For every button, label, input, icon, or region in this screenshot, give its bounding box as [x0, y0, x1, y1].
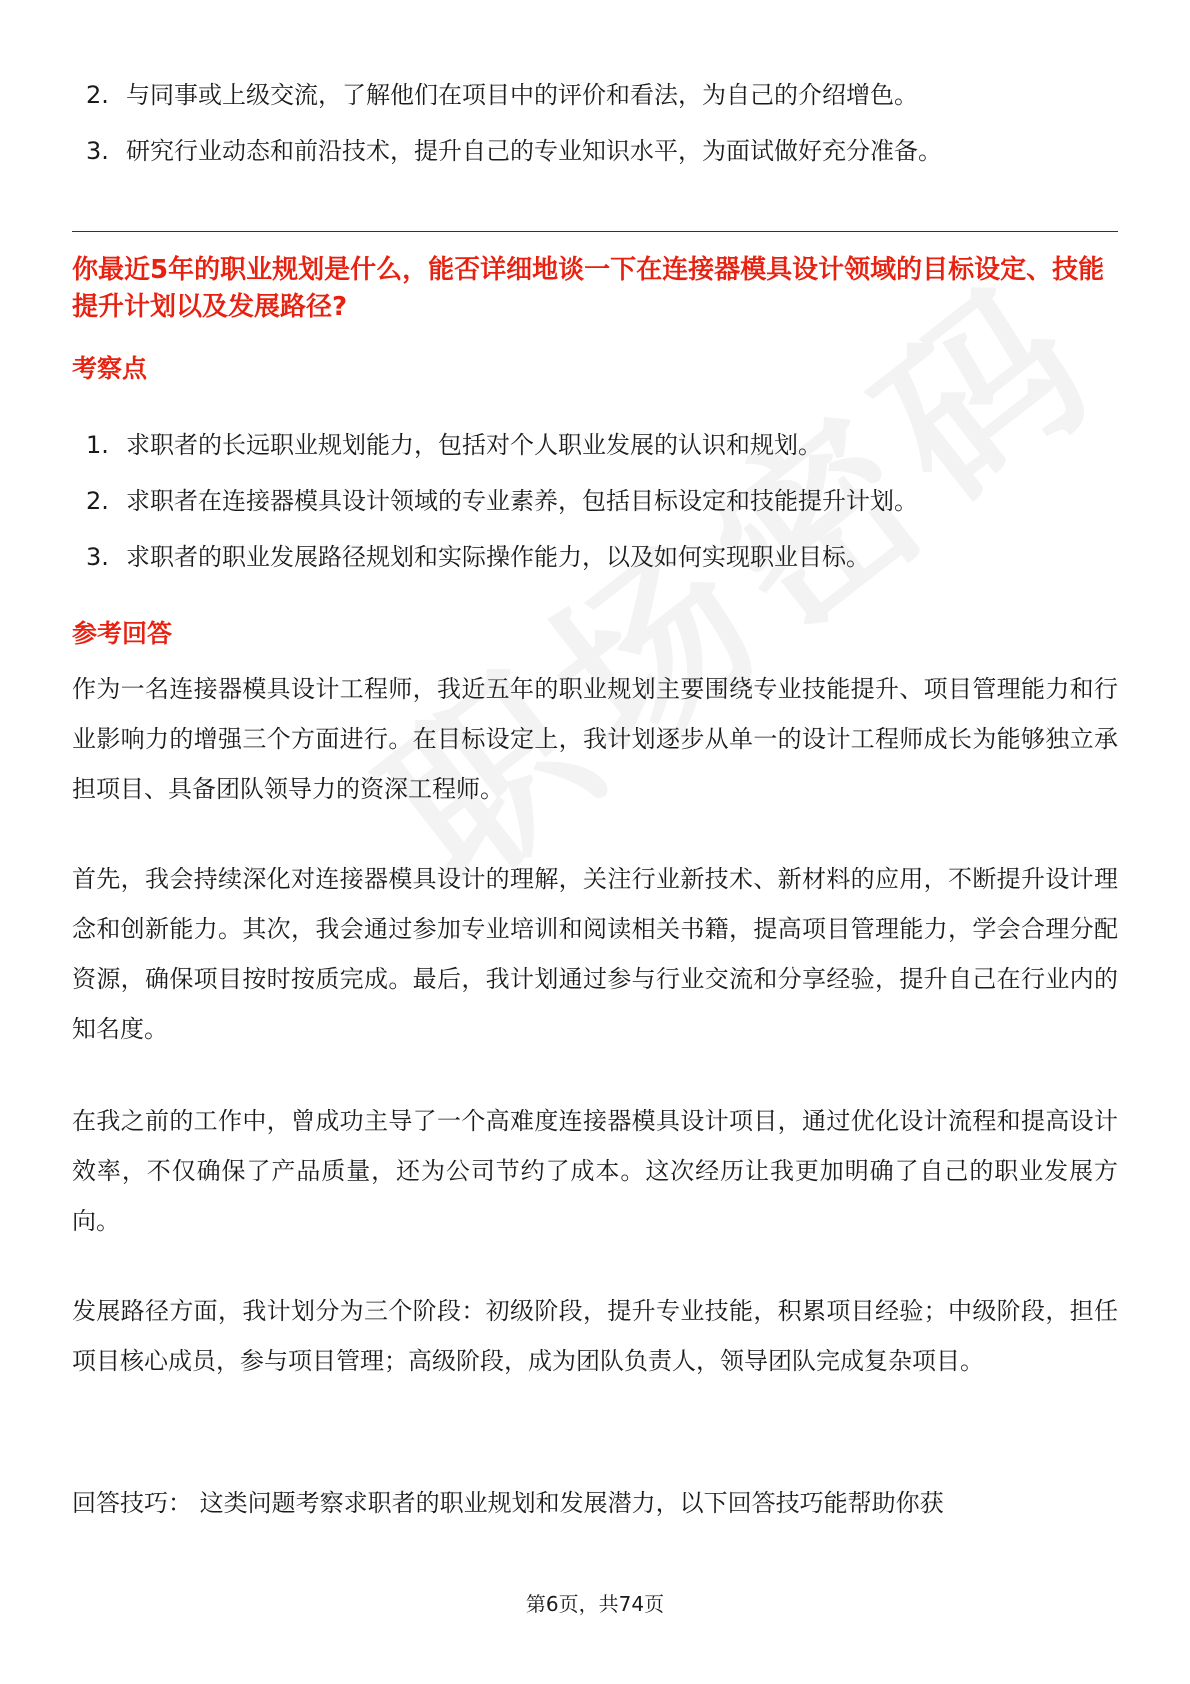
answer-paragraph: 作为一名连接器模具设计工程师，我近五年的职业规划主要围绕专业技能提升、项目管理能力和行业影响力的增强三个方面进行。在目标设定上，我计划逐步从单一的设计工程师成长为能够独立承担项目、具备团队领导力的资深工程师。: [72, 675, 1118, 803]
list-number: 2.: [86, 487, 109, 515]
list-text: 求职者的职业发展路径规划和实际操作能力，以及如何实现职业目标。: [126, 543, 870, 571]
answer-heading: 参考回答: [72, 619, 173, 648]
interview-question: 你最近5年的职业规划是什么，能否详细地谈一下在连接器模具设计领域的目标设定、技能提升计划以及发展路径?: [72, 255, 1105, 322]
list-text: 求职者在连接器模具设计领域的专业素养，包括目标设定和技能提升计划。: [126, 487, 918, 515]
answer-paragraph: 首先，我会持续深化对连接器模具设计的理解，关注行业新技术、新材料的应用，不断提升设计理念和创新能力。其次，我会通过参加专业培训和阅读相关书籍，提高项目管理能力，学会合理分配资源，确保项目按时按质完成。最后，我计划通过参与行业交流和分享经验，提升自己在行业内的知名度。: [72, 865, 1118, 1043]
previous-tips-list: [72, 78, 1118, 190]
list-item: [72, 484, 1118, 540]
document-page: [72, 0, 1118, 1684]
assessment-points-list: [72, 428, 1118, 596]
list-number: 3.: [86, 137, 109, 165]
list-text: 研究行业动态和前沿技术，提升自己的专业知识水平，为面试做好充分准备。: [126, 137, 942, 165]
points-heading: 考察点: [72, 354, 148, 383]
list-number: 2.: [86, 81, 109, 109]
list-item: [72, 134, 1118, 190]
list-text: 与同事或上级交流，了解他们在项目中的评价和看法，为自己的介绍增色。: [126, 81, 918, 109]
page-number: 第6页，共74页: [525, 1592, 665, 1616]
answer-paragraph: 发展路径方面，我计划分为三个阶段：初级阶段，提升专业技能，积累项目经验；中级阶段，担任项目核心成员，参与项目管理；高级阶段，成为团队负责人，领导团队完成复杂项目。: [72, 1297, 1118, 1375]
answer-paragraph: 在我之前的工作中，曾成功主导了一个高难度连接器模具设计项目，通过优化设计流程和提高设计效率，不仅确保了产品质量，还为公司节约了成本。这次经历让我更加明确了自己的职业发展方向。: [72, 1107, 1118, 1235]
list-item: [72, 540, 1118, 596]
section-divider: [72, 231, 1118, 232]
list-text: 求职者的长远职业规划能力，包括对个人职业发展的认识和规划。: [126, 431, 822, 459]
list-number: 3.: [86, 543, 109, 571]
list-number: 1.: [86, 431, 109, 459]
answer-tips-paragraph: 回答技巧： 这类问题考察求职者的职业规划和发展潜力，以下回答技巧能帮助你获: [72, 1489, 944, 1517]
list-item: [72, 78, 1118, 134]
list-item: [72, 428, 1118, 484]
